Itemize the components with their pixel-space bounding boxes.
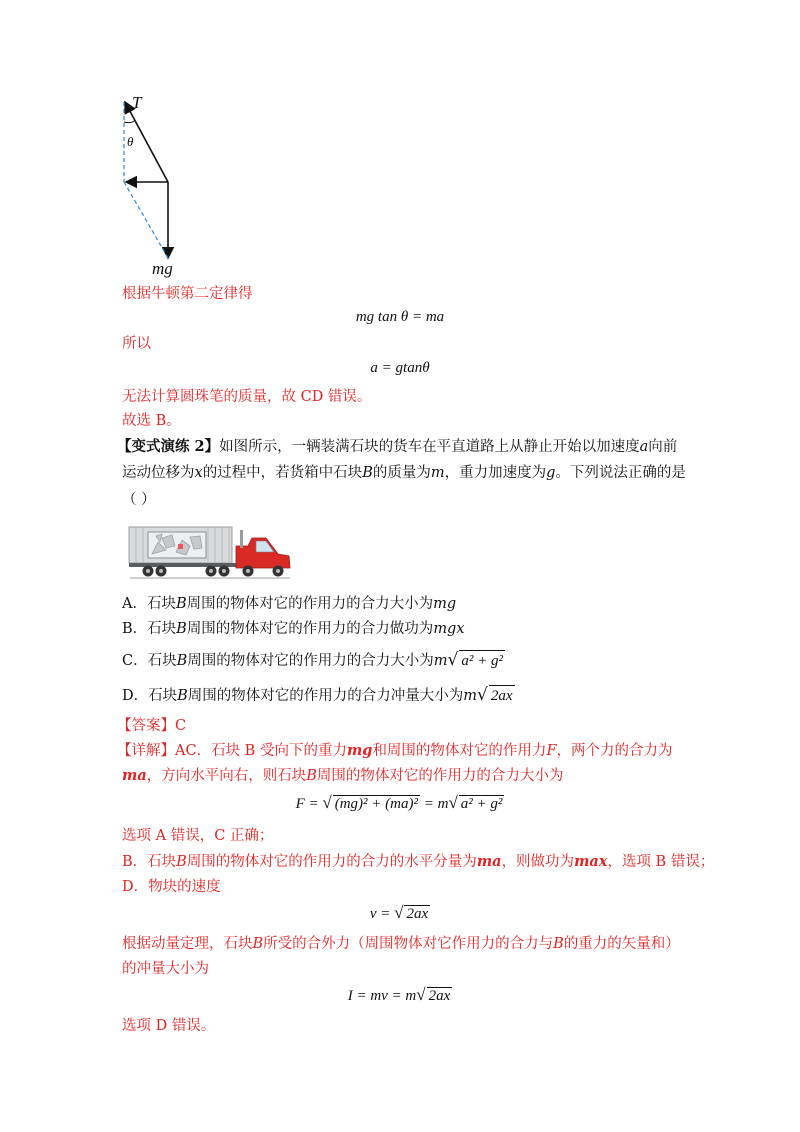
explain-line-7: 的冲量大小为 bbox=[122, 961, 209, 977]
exercise-stem-line-1: 【变式演练 2】如图所示，一辆装满石块的货车在平直道路上从静止开始以加速度a向前 bbox=[117, 438, 678, 455]
cab-stack bbox=[240, 530, 243, 548]
option-c: C．石块B周围的物体对它的作用力的合力大小为m√ a² + g² bbox=[122, 650, 503, 670]
prev-eq-1: mg tan θ = ma bbox=[355, 309, 445, 325]
truck-image bbox=[126, 524, 294, 582]
equation-v: v = √ 2ax bbox=[369, 903, 429, 922]
label-mg: mg bbox=[152, 259, 173, 278]
exercise-tag: 【变式演练 2】 bbox=[117, 438, 220, 455]
prev-line-2: 所以 bbox=[122, 336, 151, 352]
option-d: D．石块B周围的物体对它的作用力的合力冲量大小为m√ 2ax bbox=[122, 685, 513, 705]
option-c-radicand: a² + g² bbox=[459, 650, 505, 671]
rock-marker bbox=[178, 544, 183, 549]
explain-line-1: 【详解】AC．石块 B 受向下的重力mg和周围的物体对它的作用力F，两个力的合力为 bbox=[117, 742, 673, 759]
explain-line-4: B．石块B周围的物体对它的作用力的合力的水平分量为ma，则做功为max，选项 B 错误； bbox=[122, 853, 715, 870]
option-b: B．石块B周围的物体对它的作用力的合力做功为mgx bbox=[122, 621, 465, 637]
option-d-radicand: 2ax bbox=[489, 685, 515, 706]
road-shadow bbox=[130, 577, 290, 579]
explain-line-5: D．物块的速度 bbox=[122, 879, 221, 895]
prev-line-3: 无法计算圆珠笔的质量，故 CD 错误。 bbox=[122, 389, 372, 405]
equation-F: F = √ (mg)² + (ma)² = m√ a² + g² bbox=[295, 793, 503, 812]
force-diagram bbox=[110, 90, 200, 280]
prev-eq-2: a = gtanθ bbox=[370, 360, 430, 376]
prev-line-1: 根据牛顿第二定律得 bbox=[122, 286, 253, 302]
prev-line-4: 故选 B。 bbox=[122, 413, 181, 429]
exercise-paren: （ ） bbox=[122, 492, 156, 508]
theta-arc bbox=[124, 120, 135, 123]
answer-line: 【答案】C bbox=[117, 718, 187, 734]
explain-line-8: 选项 D 错误。 bbox=[122, 1018, 216, 1034]
explain-line-6: 根据动量定理，石块B所受的合外力（周围物体对它作用力的合力与B的重力的矢量和） bbox=[122, 936, 680, 952]
label-theta: θ bbox=[127, 134, 134, 149]
exercise-stem-line-2: 运动位移为x的过程中，若货箱中石块B的质量为m，重力加速度为g。下列说法正确的是 bbox=[122, 465, 686, 481]
equation-I: I = mv = m√ 2ax bbox=[347, 985, 451, 1004]
option-a: A．石块B周围的物体对它的作用力的合力大小为mg bbox=[122, 596, 457, 612]
explain-line-3: 选项 A 错误，C 正确； bbox=[122, 828, 274, 844]
parallelogram-dash bbox=[124, 182, 168, 258]
explain-line-2: ma，方向水平向右，则石块B周围的物体对它的作用力的合力大小为 bbox=[122, 767, 564, 784]
label-T: T bbox=[132, 93, 142, 112]
